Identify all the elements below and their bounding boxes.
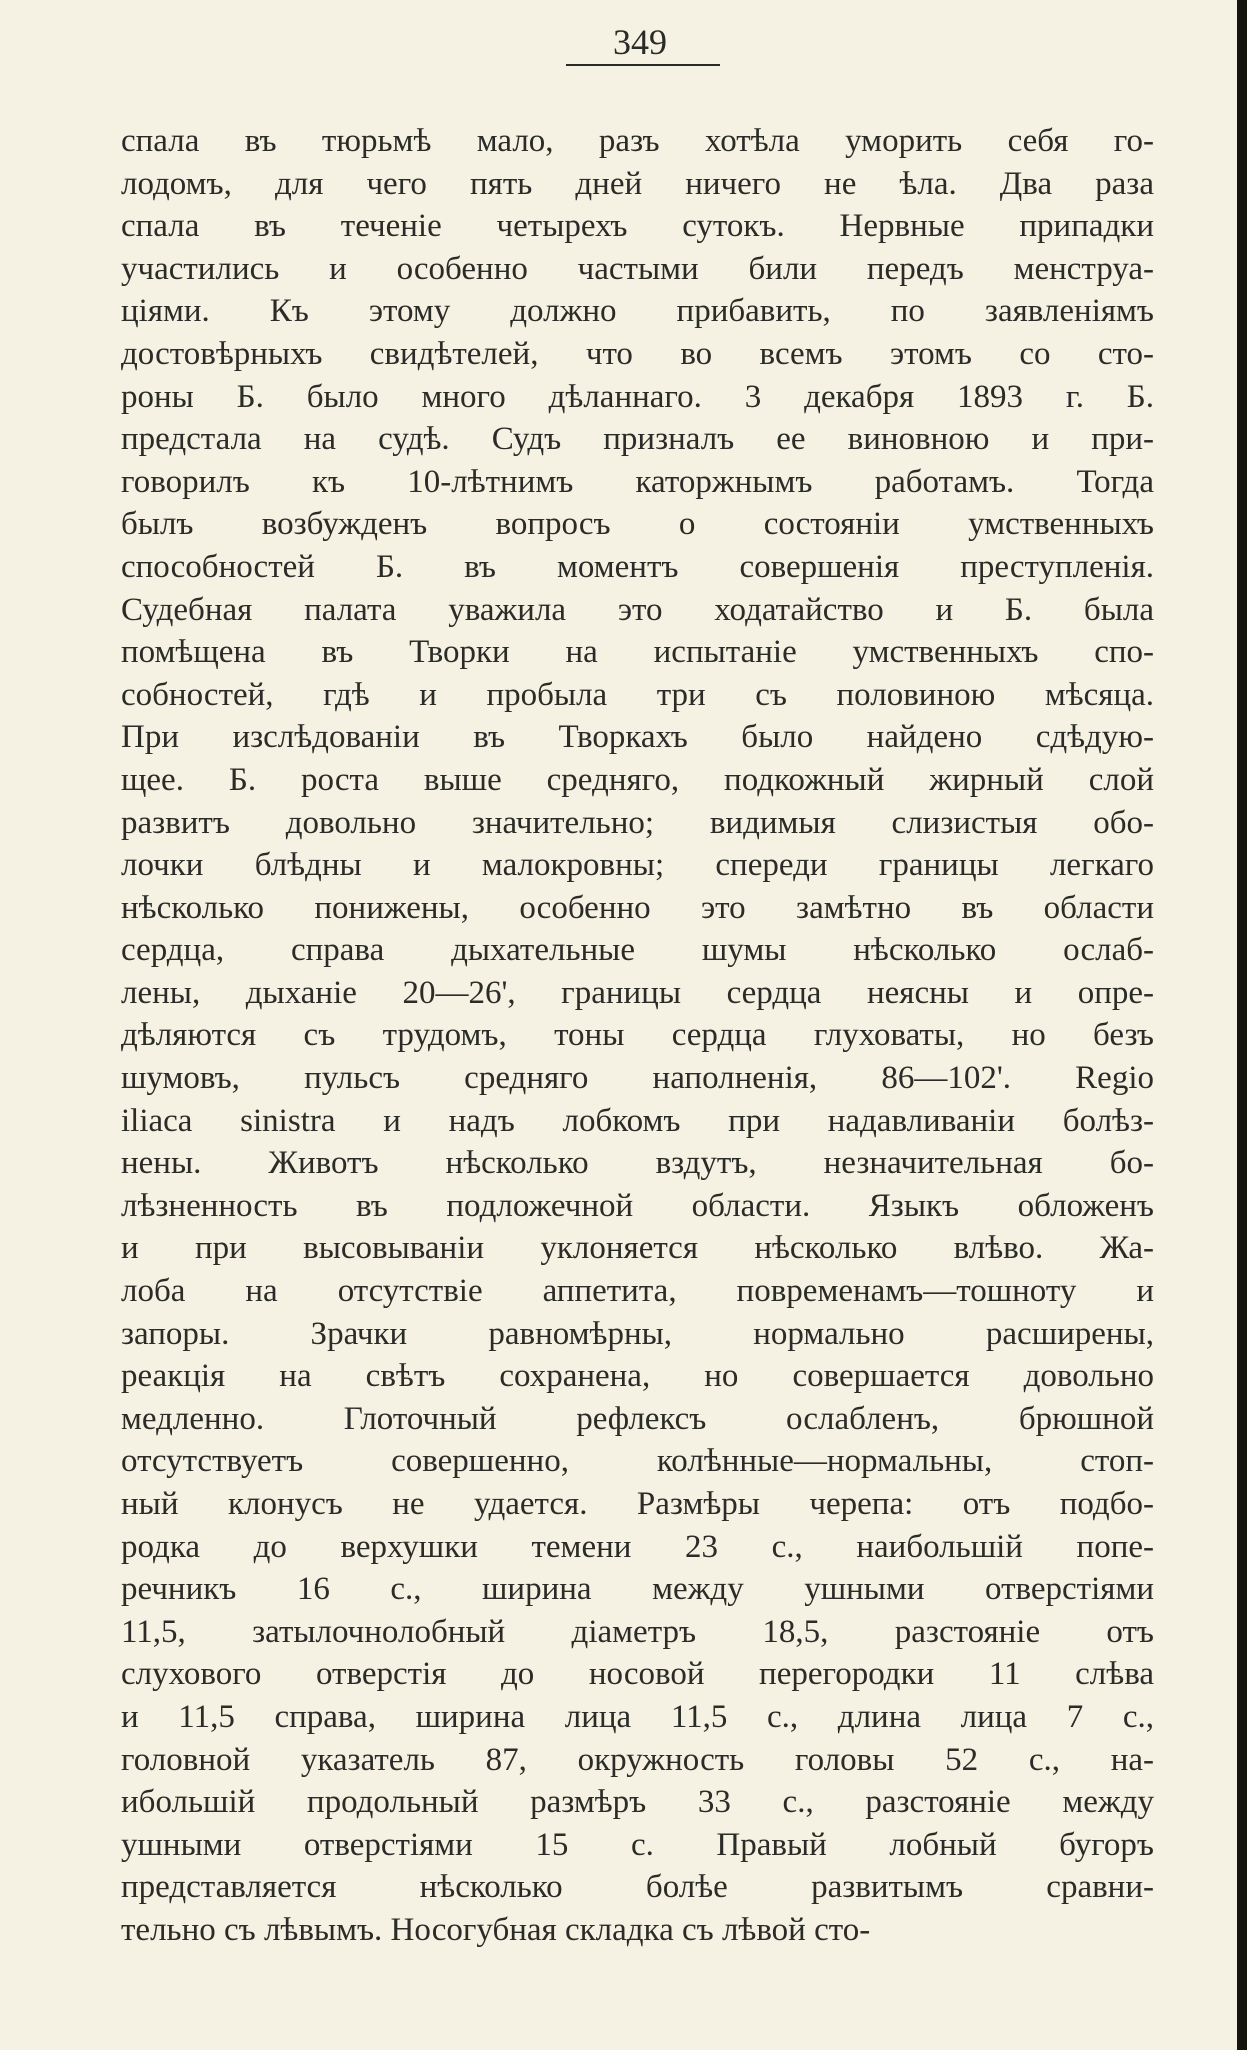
- text-line: нѣсколько понижены, особенно это замѣтно въ области: [121, 889, 1154, 926]
- text-line: и 11,5 справа, ширина лица 11,5 с., длина лица 7 с.,: [121, 1698, 1154, 1735]
- page-number-rule: [566, 64, 720, 66]
- text-line: реакція на свѣтъ сохранена, но совершается довольно: [121, 1358, 1154, 1395]
- text-line: лѣзненность въ подложечной области. Языкъ обложенъ: [121, 1187, 1154, 1224]
- text-line: былъ возбужденъ вопросъ о состояніи умственныхъ: [121, 506, 1154, 543]
- text-line: щее. Б. роста выше средняго, подкожный жирный слой: [121, 761, 1154, 798]
- text-line: шумовъ, пульсъ средняго наполненія, 86—102'. Regio: [121, 1060, 1154, 1097]
- scan-edge: [1237, 0, 1247, 2050]
- text-line: достовѣрныхъ свидѣтелей, что во всемъ этомъ со сто-: [121, 335, 1154, 372]
- text-line: сердца, справа дыхательные шумы нѣсколько ослаб-: [121, 932, 1154, 969]
- body-text: [121, 120, 1154, 1952]
- text-line: слухового отверстія до носовой перегородки 11 слѣва: [121, 1656, 1154, 1693]
- text-line: головной указатель 87, окружность головы 52 с., на-: [121, 1741, 1154, 1778]
- text-line: речникъ 16 с., ширина между ушными отверстіями: [121, 1571, 1154, 1608]
- text-line: медленно. Глоточный рефлексъ ослабленъ, брюшной: [121, 1400, 1154, 1437]
- text-line: дѣляются съ трудомъ, тоны сердца глуховаты, но безъ: [121, 1017, 1154, 1054]
- text-line: предстала на судѣ. Судъ призналъ ее виновною и при-: [121, 421, 1154, 458]
- text-line: лодомъ, для чего пять дней ничего не ѣла. Два раза: [121, 165, 1154, 202]
- text-line: и при высовываніи уклоняется нѣсколько влѣво. Жа-: [121, 1230, 1154, 1267]
- text-line: нены. Животъ нѣсколько вздутъ, незначительная бо-: [121, 1145, 1154, 1182]
- text-line: роны Б. было много дѣланнаго. 3 декабря 1893 г. Б.: [121, 378, 1154, 415]
- text-line: тельно съ лѣвымъ. Носогубная складка съ лѣвой сто-: [121, 1911, 871, 1948]
- text-line: спала въ тюрьмѣ мало, разъ хотѣла уморить себя го-: [121, 123, 1154, 159]
- text-line: развитъ довольно значительно; видимыя слизистыя обо-: [121, 804, 1154, 841]
- text-line: говорилъ къ 10-лѣтнимъ каторжнымъ работамъ. Тогда: [121, 463, 1154, 500]
- text-line: участились и особенно частыми били передъ менструа-: [121, 250, 1154, 287]
- text-line: отсутствуетъ совершенно, колѣнные—нормальны, стоп-: [121, 1443, 1154, 1480]
- text-line: iliaca sinistra и надъ лобкомъ при надавливаніи болѣз-: [121, 1102, 1154, 1139]
- text-line: 11,5, затылочнолобный діаметръ 18,5, разстояніе отъ: [121, 1613, 1154, 1650]
- text-line: лены, дыханіе 20—26', границы сердца неясны и опре-: [121, 974, 1154, 1011]
- text-line: При изслѣдованіи въ Творкахъ было найдено сдѣдую-: [121, 719, 1154, 756]
- text-line: собностей, гдѣ и пробыла три съ половиною мѣсяца.: [121, 676, 1154, 713]
- text-line: ный клонусъ не удается. Размѣры черепа: отъ подбо-: [121, 1486, 1154, 1522]
- text-line: лоба на отсутствіе аппетита, повременамъ—тошноту и: [121, 1273, 1154, 1310]
- text-line: спала въ теченіе четырехъ сутокъ. Нервные припадки: [121, 208, 1154, 245]
- text-line: родка до верхушки темени 23 с., наибольшій попе-: [121, 1528, 1154, 1565]
- text-line: ціями. Къ этому должно прибавить, по заявленіямъ: [121, 293, 1154, 330]
- text-line: лочки блѣдны и малокровны; спереди границы легкаго: [121, 847, 1154, 884]
- text-line: Судебная палата уважила это ходатайство и Б. была: [121, 591, 1154, 628]
- page-number: 349: [613, 22, 667, 62]
- text-line: ушными отверстіями 15 с. Правый лобный бугоръ: [121, 1826, 1154, 1863]
- text-line: помѣщена въ Творки на испытаніе умственныхъ спо-: [121, 634, 1154, 671]
- text-line: запоры. Зрачки равномѣрны, нормально расширены,: [121, 1315, 1154, 1352]
- text-line: способностей Б. въ моментъ совершенія преступленія.: [121, 548, 1154, 585]
- text-line: представляется нѣсколько болѣе развитымъ сравни-: [121, 1869, 1154, 1906]
- text-line: ибольшій продольный размѣръ 33 с., разстояніе между: [121, 1784, 1154, 1821]
